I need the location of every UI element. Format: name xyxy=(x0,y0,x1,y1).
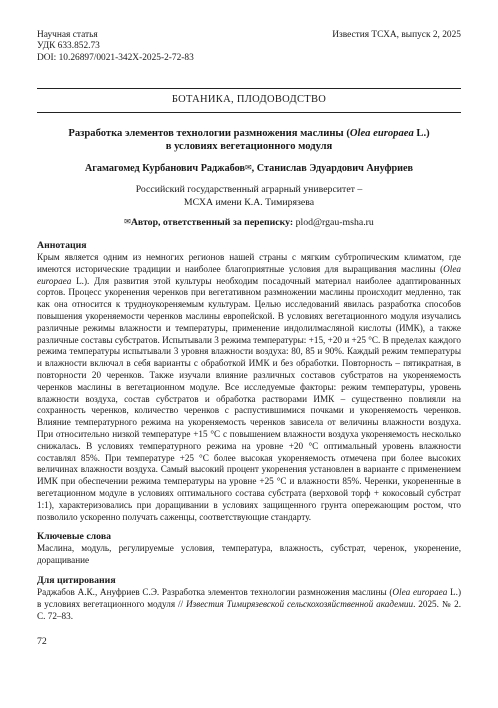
udc-code: УДК 633.852.73 xyxy=(37,41,100,52)
correspondence-label: Автор, ответственный за переписку: xyxy=(130,217,294,228)
title-line-1: Разработка элементов технологии размножения маслины (Olea europaea L.) xyxy=(68,128,430,139)
article-type: Научная статья xyxy=(37,30,98,40)
correspondence xyxy=(37,217,461,228)
journal-issue: Известия ТСХА, выпуск 2, 2025 xyxy=(332,30,461,40)
header-left xyxy=(37,30,194,64)
citation-body: Раджабов А.К., Ануфриев С.Э. Разработка элементов технологии размножения маслины (Olea europaea L.) в условиях вегетационного модуля // Известия Тимирязевской сельскохозяйственной академии. 2025. № 2. С. 72–83. xyxy=(37,587,462,621)
abstract-heading: Аннотация xyxy=(37,240,87,251)
keywords-body: Маслина, модуль, регулируемые условия, температура, влажность, субстрат, черенок, укоренение, доращивание xyxy=(37,543,461,565)
citation-heading: Для цитирования xyxy=(37,575,116,586)
title-latin-name: Olea europaea xyxy=(349,128,414,139)
author-list: Агамагомед Курбанович Раджабов✉, Станислав Эдуардович Ануфриев xyxy=(84,163,414,174)
author-name: Станислав Эдуардович Ануфриев xyxy=(256,163,414,174)
author-name: Агамагомед Курбанович Раджабов xyxy=(84,163,245,174)
rubric-top-rule xyxy=(37,88,461,89)
envelope-icon: ✉ xyxy=(244,163,252,172)
email-link[interactable]: plod@rgau-msha.ru xyxy=(293,217,374,228)
journal-name: Известия Тимирязевской сельскохозяйственной академии xyxy=(185,598,414,609)
latin-name: Olea europaea xyxy=(392,587,448,597)
rubric-heading: БОТАНИКА, ПЛОДОВОДСТВО xyxy=(171,94,327,105)
affiliation: Российский государственный аграрный университет – МСХА имени К.А. Тимирязева xyxy=(135,184,363,208)
running-header xyxy=(37,30,461,74)
rubric-bottom-rule xyxy=(37,112,461,113)
envelope-icon: ✉ xyxy=(124,217,131,226)
latin-name: Olea europaea xyxy=(37,263,461,286)
article-title xyxy=(37,127,461,153)
title-line-2: в условиях вегетационного модуля xyxy=(165,141,333,152)
keywords-heading: Ключевые слова xyxy=(37,531,112,542)
doi-link[interactable]: DOI: 10.26897/0021-342X-2025-2-72-83 xyxy=(37,52,194,63)
page-number: 72 xyxy=(37,636,47,647)
abstract-body: Крым является одним из немногих регионов нашей страны с мягким субтропическим климатом, где имеются исторические традиции и наиболее благоприятные условия для выращивания маслины (Olea europaea L.). Для развития этой культуры необходим посадочный материал наиболее адаптированных сортов. Процесс укоренения черенков при вегетативном размножении маслины происходит медленно, так как она относится к трудноукореняемым культурам. Целью исследований явилась разработка способов повышения укореняемости черенков маслины европейской. В условиях вегетационного модуля изучались различные режимы влажности и температуры, применение индолилмасляной кислоты (ИМК), а также различные составы субстратов. Испытывали 3 режима температуры: +15, +20 и +25 °С. В пределах каждого режима температуры испытывали 3 уровня влажности воздуха: 80, 85 и 90%. Каждый режим температуры и влажности включал в себя варианты с обработкой ИМК и без обработки. Повторность – пятикратная, в повторности 20 черенков. Также изучали влияние различных составов субстратов на укореняемость черенков маслины в вегетационном модуле. Все исследуемые факторы: режим температуры, уровень влажности воздуха, состав субстратов и обработка растворами ИМК – существенно повлияли на сохранность черенков, количество черенков с распустившимися почками и укореняемость черенков. Влияние температурного режима на укореняемость черенков зависела от величины влажности воздуха. При относительно низкой температуре +15 °С с повышением влажности воздуха укореняемость несколько снижалась. В условиях температурного режима на уровне +20 °С оптимальный уровень влажности составлял 85%. При температуре +25 °С более высокая укореняемость отмечена при более высоких величинах влажности воздуха. Самый высокий процент укоренения установлен в варианте с применением ИМК при обеспечении режима температуры на уровне +25 °С и влажности 85%. Черенки, укорененные в вегетационном модуле в условиях оптимального состава субстрата (верховой торф + кокосовый субстрат 1:1), характеризовались при доращивании в условиях защищенного грунта опережающим ростом, что позволило ускоренно получать саженцы, соответствующие стандарту. xyxy=(37,252,461,522)
